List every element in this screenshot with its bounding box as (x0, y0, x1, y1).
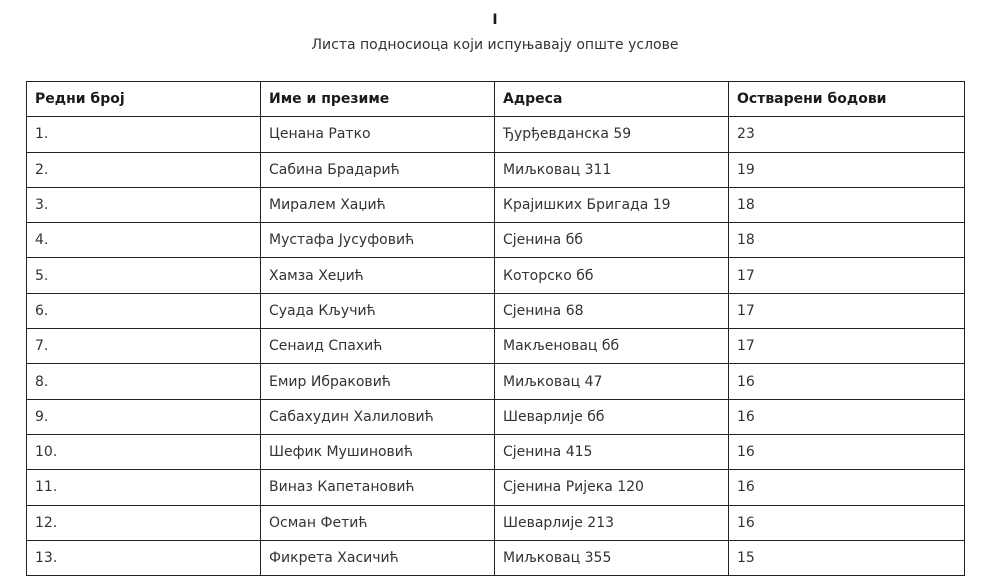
table-row (27, 258, 965, 293)
cell-full-name: Шефик Мушиновић (261, 434, 495, 469)
cell-address: Миљковац 47 (495, 364, 729, 399)
cell-points: 23 (729, 117, 965, 152)
cell-ordinal: 5. (27, 258, 261, 293)
cell-address: Ђурђевданска 59 (495, 117, 729, 152)
cell-ordinal: 9. (27, 399, 261, 434)
header-full-name: Име и презиме (261, 82, 495, 117)
cell-ordinal: 4. (27, 223, 261, 258)
cell-points: 17 (729, 258, 965, 293)
cell-points: 17 (729, 293, 965, 328)
table-row (27, 152, 965, 187)
applicants-table (26, 81, 965, 576)
table-row (27, 329, 965, 364)
table-row (27, 187, 965, 222)
cell-ordinal: 8. (27, 364, 261, 399)
cell-ordinal: 12. (27, 505, 261, 540)
cell-address: Крајишких Бригада 19 (495, 187, 729, 222)
cell-points: 16 (729, 399, 965, 434)
table-header-row (27, 82, 965, 117)
table-row (27, 540, 965, 575)
cell-points: 18 (729, 187, 965, 222)
cell-ordinal: 3. (27, 187, 261, 222)
cell-points: 15 (729, 540, 965, 575)
cell-address: Сјенина 68 (495, 293, 729, 328)
cell-ordinal: 10. (27, 434, 261, 469)
cell-ordinal: 6. (27, 293, 261, 328)
cell-full-name: Сабина Брадарић (261, 152, 495, 187)
cell-address: Шеварлије бб (495, 399, 729, 434)
cell-full-name: Сенаид Спахић (261, 329, 495, 364)
table-row (27, 293, 965, 328)
cell-address: Миљковац 355 (495, 540, 729, 575)
table-row (27, 505, 965, 540)
table-row (27, 364, 965, 399)
table-row (27, 117, 965, 152)
cell-full-name: Хамза Хеџић (261, 258, 495, 293)
cell-address: Макљеновац бб (495, 329, 729, 364)
cell-full-name: Фикрета Хасичић (261, 540, 495, 575)
table-row (27, 470, 965, 505)
cell-points: 16 (729, 470, 965, 505)
cell-full-name: Мустафа Јусуфовић (261, 223, 495, 258)
cell-full-name: Миралем Хаџић (261, 187, 495, 222)
cell-ordinal: 7. (27, 329, 261, 364)
cell-full-name: Емир Ибраковић (261, 364, 495, 399)
cell-full-name: Сабахудин Халиловић (261, 399, 495, 434)
cell-points: 19 (729, 152, 965, 187)
cell-address: Сјенина бб (495, 223, 729, 258)
cell-address: Шеварлије 213 (495, 505, 729, 540)
header-points: Остварени бодови (729, 82, 965, 117)
cell-points: 16 (729, 434, 965, 469)
document-subtitle: Листа подносиоца који испуњавају опште услове (311, 37, 679, 53)
table-row (27, 399, 965, 434)
cell-address: Миљковац 311 (495, 152, 729, 187)
cell-address: Которско бб (495, 258, 729, 293)
cell-points: 18 (729, 223, 965, 258)
cell-full-name: Осман Фетић (261, 505, 495, 540)
cell-full-name: Виназ Капетановић (261, 470, 495, 505)
cell-ordinal: 13. (27, 540, 261, 575)
header-address: Адреса (495, 82, 729, 117)
header-ordinal: Редни број (27, 82, 261, 117)
cell-full-name: Ценана Ратко (261, 117, 495, 152)
cell-address: Сјенина 415 (495, 434, 729, 469)
table-row (27, 434, 965, 469)
cell-ordinal: 2. (27, 152, 261, 187)
cell-address: Сјенина Ријека 120 (495, 470, 729, 505)
cell-points: 16 (729, 364, 965, 399)
cell-ordinal: 11. (27, 470, 261, 505)
cell-full-name: Суада Кључић (261, 293, 495, 328)
cell-ordinal: 1. (27, 117, 261, 152)
cell-points: 17 (729, 329, 965, 364)
section-marker: I (492, 12, 498, 28)
table-row (27, 223, 965, 258)
cell-points: 16 (729, 505, 965, 540)
